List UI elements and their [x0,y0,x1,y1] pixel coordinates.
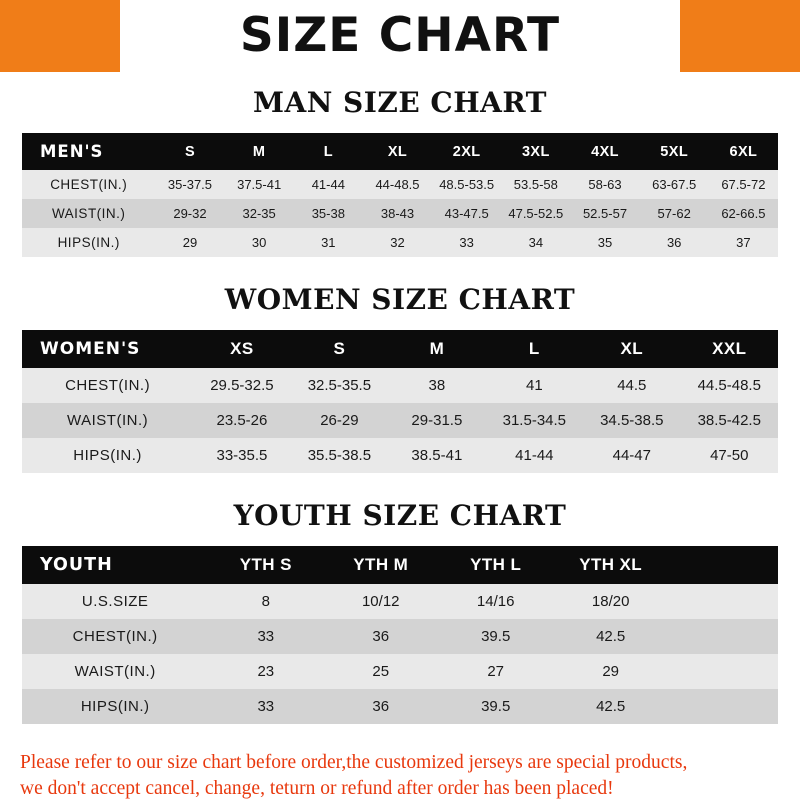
table-cell: 33 [257,628,275,645]
table-cell: 8 [261,593,270,610]
column-header-rowlabel: WOMEN'S [40,339,141,359]
column-header-4xl: 4XL [591,143,619,160]
column-header-yth-m: YTH M [353,555,409,574]
table-cell: 62-66.5 [721,206,766,221]
table-cell: 35.5-38.5 [307,447,372,464]
table-cell: 37 [736,235,751,250]
table-cell-empty [668,584,778,619]
table-cell: 52.5-57 [582,206,628,221]
column-header-spacer [668,546,778,584]
table-cell: 43-47.5 [444,206,489,221]
table-cell: 41-44 [311,177,345,192]
table-cell: 36 [372,628,390,645]
column-header-xs: XS [230,339,254,358]
table-cell: 14/16 [476,593,515,610]
table-row [22,584,778,619]
table-cell: 38-43 [380,206,415,221]
table-cell-empty [668,654,778,689]
banner-accent-right [680,0,800,72]
section-title-youth: YOUTH SIZE CHART [233,499,567,532]
column-header-2xl: 2XL [452,143,481,160]
row-label-chest: CHEST(IN.) [50,177,128,192]
row-label-hips: HIPS(IN.) [80,698,150,715]
table-cell: 29 [602,663,620,680]
table-cell: 37.5-41 [237,177,282,192]
table-cell: 23 [257,663,275,680]
table-header [22,133,778,170]
table-cell: 31.5-34.5 [502,412,567,429]
column-header-yth-xl: YTH XL [579,555,643,574]
women-table-wrap [0,330,800,473]
table-cell: 32 [390,235,405,250]
women-size-table [22,330,778,473]
column-header-l: L [323,143,333,160]
banner-accent-left [0,0,120,72]
man-table-wrap [0,133,800,257]
table-cell: 29-32 [173,206,207,221]
table-cell: 39.5 [481,628,511,645]
spacer [0,316,800,330]
column-header-m: M [429,339,445,358]
table-cell: 48.5-53.5 [439,177,495,192]
table-cell: 33 [459,235,474,250]
table-cell: 10/12 [361,593,400,610]
table-cell: 32-35 [242,206,276,221]
table-cell-empty [668,689,778,724]
table-cell: 35 [597,235,613,250]
table-header-row [22,330,778,368]
table-cell: 38 [428,377,446,394]
table-cell: 38.5-42.5 [697,412,761,429]
table-cell: 39.5 [481,698,511,715]
spacer [0,724,800,744]
man-size-table [22,133,778,257]
table-body [22,170,778,257]
spacer [0,473,800,499]
table-cell: 29.5-32.5 [210,377,274,394]
spacer [0,72,800,86]
column-header-xl: XL [620,339,644,358]
row-label-chest: CHEST(IN.) [65,377,151,394]
table-cell: 63-67.5 [652,177,697,192]
table-header [22,330,778,368]
table-row [22,689,778,724]
table-row [22,170,778,199]
table-cell: 27 [487,663,505,680]
table-row [22,368,778,403]
table-row [22,199,778,228]
table-header-row [22,546,778,584]
disclaimer-line-1: Please refer to our size chart before order,the customized jerseys are special products, [20,752,688,773]
column-header-3xl: 3XL [521,143,550,160]
spacer [0,257,800,283]
disclaimer-note [0,744,800,802]
row-label-chest: CHEST(IN.) [72,628,158,645]
table-row [22,619,778,654]
table-cell: 44-47 [612,447,651,464]
table-header-row [22,133,778,170]
youth-table-wrap [0,546,800,724]
row-label-waist: WAIST(IN.) [74,663,156,680]
table-cell: 30 [251,235,267,250]
table-cell: 35-38 [311,206,345,221]
table-row [22,654,778,689]
column-header-rowlabel: YOUTH [40,555,113,575]
spacer [0,119,800,133]
table-cell: 42.5 [596,628,626,645]
table-body [22,368,778,473]
table-body [22,584,778,724]
table-cell: 33 [257,698,275,715]
table-cell: 33-35.5 [216,447,268,464]
section-title-man: MAN SIZE CHART [253,86,547,119]
table-cell: 25 [372,663,390,680]
table-header [22,546,778,584]
page-title: SIZE CHART [239,8,561,63]
table-row [22,403,778,438]
table-cell: 34.5-38.5 [600,412,664,429]
table-row [22,438,778,473]
table-cell: 53.5-58 [513,177,558,192]
table-cell-empty [668,619,778,654]
row-label-waist: WAIST(IN.) [51,206,126,221]
column-header-s: S [333,339,346,358]
row-label-hips: HIPS(IN.) [73,447,142,464]
column-header-6xl: 6XL [729,143,758,160]
column-header-rowlabel: MEN'S [40,142,104,161]
table-cell: 47-50 [710,447,749,464]
table-cell: 57-62 [657,206,691,221]
disclaimer-line-2: we don't accept cancel, change, teturn or refund after order has been placed! [20,778,614,799]
youth-size-table [22,546,778,724]
section-title-women: WOMEN SIZE CHART [224,283,576,316]
row-label-us-size: U.S.SIZE [81,593,149,610]
row-label-waist: WAIST(IN.) [67,412,149,429]
table-row [22,228,778,257]
column-header-yth-l: YTH L [470,555,522,574]
table-cell: 23.5-26 [216,412,268,429]
table-cell: 41 [525,377,543,394]
table-cell: 26-29 [320,412,359,429]
table-cell: 29 [182,235,198,250]
table-cell: 35-37.5 [167,177,213,192]
spacer [0,532,800,546]
table-cell: 36 [666,235,682,250]
column-header-m: M [252,143,266,160]
table-cell: 41-44 [515,447,554,464]
table-cell: 34 [528,235,544,250]
table-cell: 38.5-41 [411,447,463,464]
table-cell: 29-31.5 [411,412,463,429]
row-label-hips: HIPS(IN.) [57,235,120,250]
column-header-xxl: XXL [712,339,747,358]
column-header-5xl: 5XL [660,143,689,160]
table-cell: 67.5-72 [721,177,766,192]
table-cell: 44-48.5 [375,177,420,192]
table-cell: 36 [372,698,390,715]
table-cell: 44.5-48.5 [697,377,761,394]
table-cell: 44.5 [617,377,647,394]
table-cell: 42.5 [596,698,626,715]
table-cell: 58-63 [588,177,622,192]
column-header-s: S [184,143,196,160]
table-cell: 47.5-52.5 [508,206,564,221]
table-cell: 18/20 [591,593,630,610]
column-header-l: L [528,339,540,358]
column-header-yth-s: YTH S [239,555,292,574]
header-banner [0,0,800,72]
table-cell: 31 [321,235,336,250]
table-cell: 32.5-35.5 [307,377,372,394]
column-header-xl: XL [387,143,408,160]
